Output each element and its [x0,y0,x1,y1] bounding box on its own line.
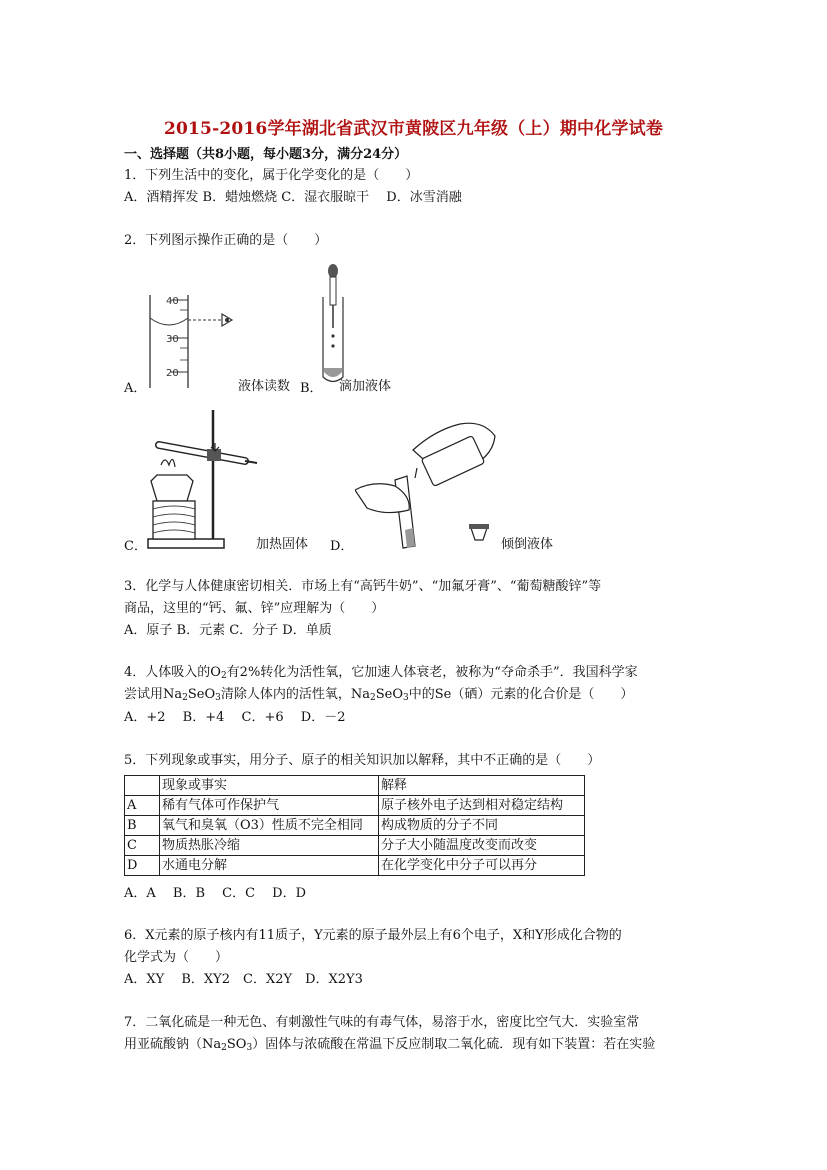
figure-pouring-liquid [355,420,500,550]
q5-stem: 5．下列现象或事实，用分子、原子的相关知识加以解释，其中不正确的是（ ） [124,753,601,768]
q2-option-b-caption: 滴加液体 [339,379,392,394]
q2-option-a-letter: A． [124,381,147,396]
q3-options: A．原子 B．元素 C．分子 D．单质 [124,623,332,638]
q3-line1: 3．化学与人体健康密切相关．市场上有“高钙牛奶”、“加氟牙膏”、“葡萄糖酸锌”等 [124,579,602,594]
table-row [125,836,585,856]
q6-line1: 6．X元素的原子核内有11质子，Y元素的原子最外层上有6个电子，X和Y形成化合物的 [124,928,622,943]
q2-option-c-letter: C． [124,539,147,554]
table-cell: 构成物质的分子不同 [379,816,585,836]
table-cell [125,776,160,796]
table-cell: 物质热胀冷缩 [160,836,379,856]
table-cell: 氧气和臭氧（O3）性质不完全相同 [160,816,379,836]
exam-title: 2015-2016学年湖北省武汉市黄陂区九年级（上）期中化学试卷 [163,119,664,139]
table-cell: 在化学变化中分子可以再分 [379,856,585,876]
cyl-tick-40: 40 [166,296,179,307]
cyl-tick-30: 30 [166,334,179,345]
table-cell: C [125,836,160,856]
table-cell: 稀有气体可作保护气 [160,796,379,816]
table-cell: 水通电分解 [160,856,379,876]
q6-options: A．XY B．XY2 C．X2Y D．X2Y3 [124,972,363,987]
table-row [125,796,585,816]
table-row [125,856,585,876]
cyl-tick-20: 20 [166,368,179,379]
table-cell: B [125,816,160,836]
q3-line2: 商品，这里的“钙、氟、锌”应理解为（ ） [124,601,385,616]
table-cell: 分子大小随温度改变而改变 [379,836,585,856]
q2-option-b-letter: B． [300,381,323,396]
table-header-row [125,776,585,796]
q2-stem: 2．下列图示操作正确的是（ ） [124,233,328,248]
figure-dropping-liquid [318,262,348,390]
q4-options: A．+2 B．+4 C．+6 D．－2 [124,710,346,725]
table-cell: D [125,856,160,876]
q1-options: A．酒精挥发 B．蜡烛燃烧 C．湿衣服晾干 D．冰雪消融 [124,190,462,205]
table-row [125,816,585,836]
q4-line2: 尝试用$Na_2SeO_3$清除人体内的活性氧，$Na_2SeO_3$中的Se（硒）元素的化合价是（ ） [124,687,634,703]
q2-option-d-letter: D． [330,539,354,554]
q7-line2: 用亚硫酸钠$(Na_2SO_3)$固体与浓硫酸在常温下反应制取二氧化硫．现有如下装置：若在实验 [124,1037,656,1053]
q7-line1: 7．二氧化硫是一种无色、有刺激性气味的有毒气体，易溶于水，密度比空气大．实验室常 [124,1015,640,1030]
q4-line1: 4．人体吸入的$O_2$有2%转化为活性氧，它加速人体衰老，被称为“夺命杀手”．我国科学家 [124,665,638,681]
q2-option-c-caption: 加热固体 [256,537,309,552]
table-cell: 原子核外电子达到相对稳定结构 [379,796,585,816]
section-heading: 一、选择题（共8小题，每小题3分，满分24分） [124,147,408,162]
q2-option-a-caption: 液体读数 [238,379,291,394]
q2-option-d-caption: 倾倒液体 [501,537,554,552]
q1-stem: 1．下列生活中的变化，属于化学变化的是（ ） [124,168,419,183]
q5-options: A．A B．B C．C D．D [124,886,307,901]
q6-line2: 化学式为（ ） [124,950,229,965]
q5-table [124,775,585,876]
figure-heating-solid [145,405,260,551]
table-cell: A [125,796,160,816]
figure-liquid-reading [140,290,240,390]
table-cell: 解释 [379,776,585,796]
table-cell: 现象或事实 [160,776,379,796]
